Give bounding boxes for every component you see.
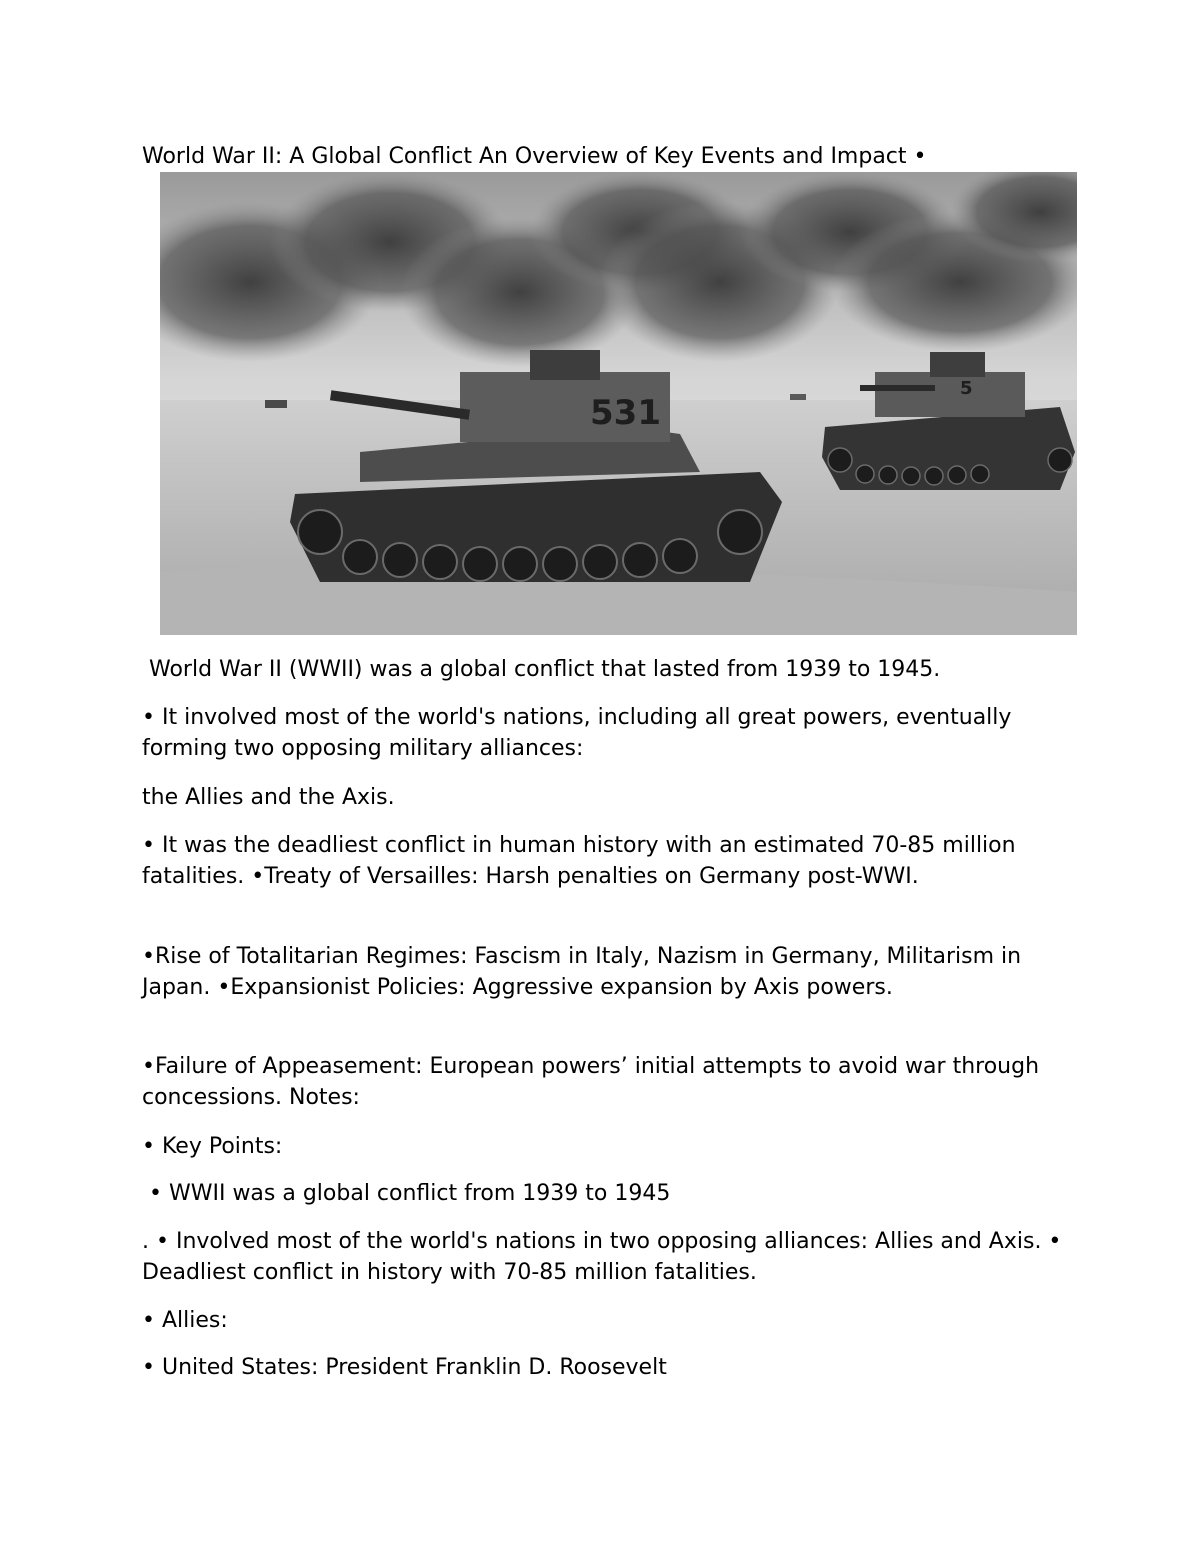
paragraph-2: • It involved most of the world's nations, including all great powers, eventually forming two opposing military alliances: <box>142 705 1012 761</box>
paragraph-1: World War II (WWII) was a global conflict that lasted from 1939 to 1945. <box>142 657 941 682</box>
paragraph-9: . • Involved most of the world's nations in two opposing alliances: Allies and Axis. • Deadliest conflict in history with 70-85 million fatalities. <box>142 1229 1062 1285</box>
paragraph-6: •Failure of Appeasement: European powers’ initial attempts to avoid war through concessions. Notes: <box>142 1054 1040 1110</box>
paragraph-3: the Allies and the Axis. <box>142 785 395 810</box>
paragraph-5: •Rise of Totalitarian Regimes: Fascism in Italy, Nazism in Germany, Militarism in Japan. •Expansionist Policies: Aggressive expansion by Axis powers. <box>142 944 1022 1000</box>
tank-battle-photo <box>160 172 1077 635</box>
svg-text:531: 531 <box>590 393 661 433</box>
paragraph-10: • Allies: <box>142 1308 228 1333</box>
document-title-line: World War II: A Global Conflict An Overview of Key Events and Impact • <box>142 144 927 169</box>
svg-text:5: 5 <box>960 378 973 399</box>
paragraph-7: • Key Points: <box>142 1134 283 1159</box>
paragraph-4: • It was the deadliest conflict in human history with an estimated 70-85 million fatalities. •Treaty of Versailles: Harsh penalties on Germany post-WWI. <box>142 833 1016 889</box>
paragraph-11: • United States: President Franklin D. Roosevelt <box>142 1355 667 1380</box>
paragraph-8: • WWII was a global conflict from 1939 to 1945 <box>142 1181 671 1206</box>
